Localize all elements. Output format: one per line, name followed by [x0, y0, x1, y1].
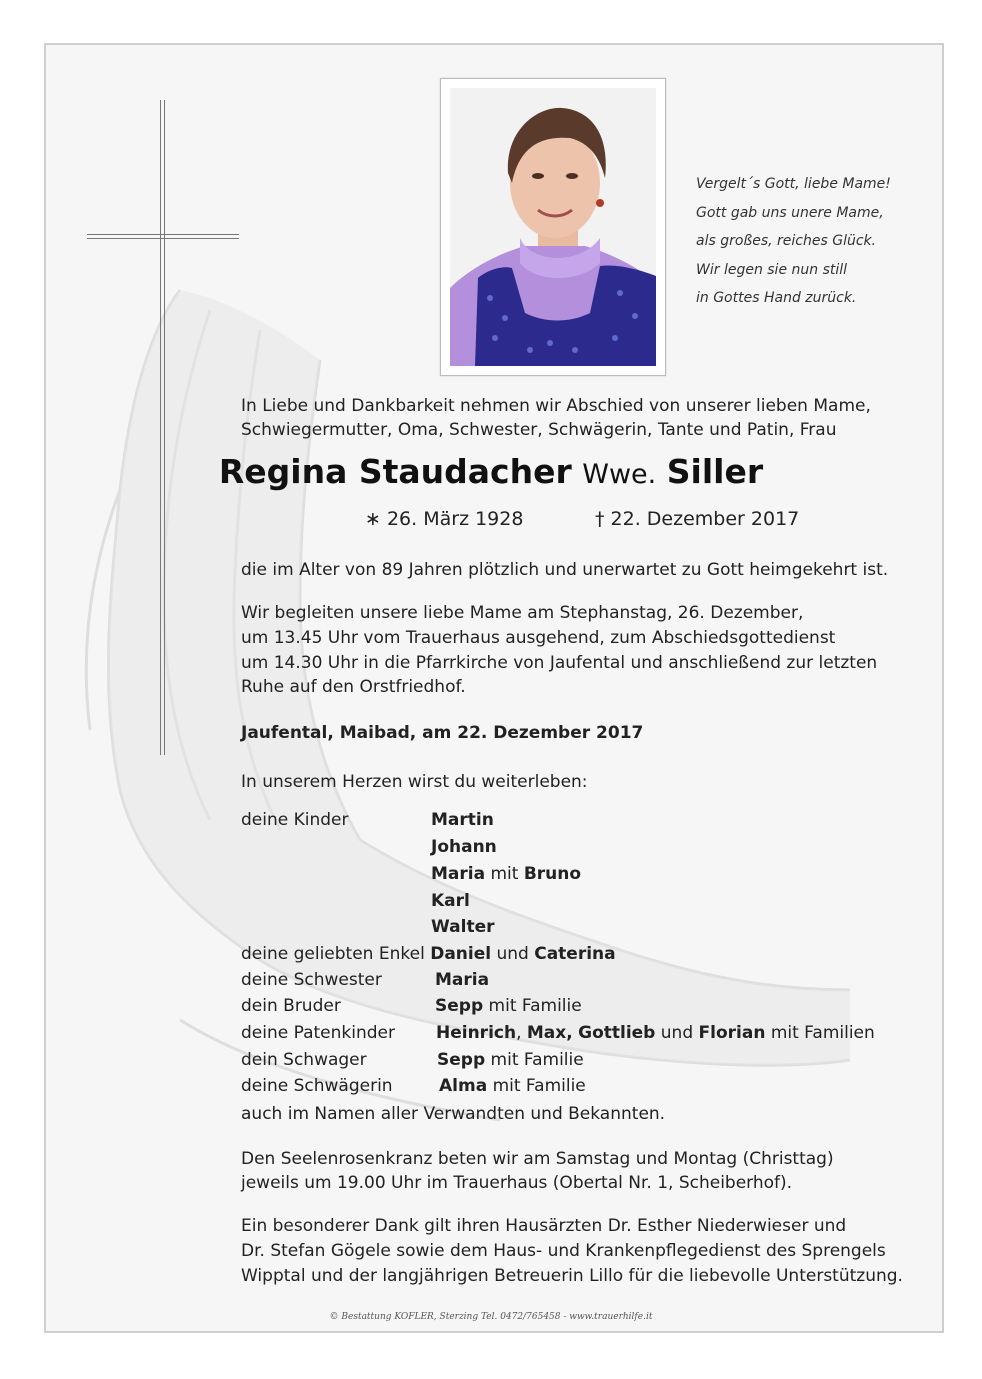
godchild-name: Heinrich — [436, 1023, 517, 1043]
grandchild-name: Daniel — [430, 944, 492, 964]
funeral-home-footer: © Bestattung KOFLER, Sterzing Tel. 0472/765458 - www.trauerhilfe.it — [329, 1312, 653, 1322]
death-date: † 22. Dezember 2017 — [595, 508, 800, 530]
godchildren-entry — [436, 1023, 875, 1043]
thanks-line: Wipptal und der langjährigen Betreuerin Lillo für die liebevolle Unterstützung. — [241, 1266, 903, 1286]
cross-horizontal-bar — [87, 234, 239, 239]
schwester-label: deine Schwester — [241, 970, 382, 990]
thanks-line: Ein besonderer Dank gilt ihren Hausärzten Dr. Esther Niederwieser und — [241, 1216, 847, 1236]
verse-line: in Gottes Hand zurück. — [696, 290, 857, 306]
relatives-line: auch im Namen aller Verwandten und Bekannten. — [241, 1104, 666, 1124]
kinder-label: deine Kinder — [241, 810, 349, 830]
child-name: Maria — [431, 864, 486, 884]
verse-line: Wir legen sie nun still — [696, 261, 848, 278]
child-name: Karl — [431, 891, 470, 911]
intro-line: In Liebe und Dankbarkeit nehmen wir Abschied von unserer lieben Mame, — [241, 396, 871, 416]
child-entry — [431, 864, 581, 884]
widow-marker: Wwe. — [582, 459, 657, 490]
godchild-suffix: mit Familien — [770, 1023, 875, 1043]
sister-in-law-suffix: mit Familie — [492, 1076, 586, 1096]
brother-in-law-entry — [437, 1050, 584, 1070]
verse-line: als großes, reiches Glück. — [696, 233, 877, 249]
verse-line: Vergelt´s Gott, liebe Mame! — [696, 176, 891, 192]
intro-line: Schwiegermutter, Oma, Schwester, Schwägerin, Tante und Patin, Frau — [241, 420, 837, 440]
verse-block — [696, 170, 891, 313]
cross-vertical-bar — [160, 100, 165, 755]
enkel-label: deine geliebten Enkel — [241, 944, 425, 964]
thanks-line: Dr. Stefan Gögele sowie dem Haus- und Krankenpflegedienst des Sprengels — [241, 1241, 886, 1261]
grandchild-name: Caterina — [534, 944, 616, 964]
rosary-line: Den Seelenrosenkranz beten wir am Samstag und Montag (Christtag) — [241, 1149, 834, 1169]
bruder-label: dein Bruder — [241, 996, 341, 1016]
rosary-line: jeweils um 19.00 Uhr im Trauerhaus (Obertal Nr. 1, Scheiberhof). — [241, 1173, 793, 1193]
godchild-name: Max, — [526, 1023, 573, 1043]
child-name: Walter — [431, 917, 495, 937]
funeral-line: Wir begleiten unsere liebe Mame am Stephanstag, 26. Dezember, — [241, 603, 804, 623]
deceased-married-name: Siller — [666, 452, 764, 491]
godchild-name: Florian — [698, 1023, 766, 1043]
brother-entry — [435, 996, 582, 1016]
godchild-separator: , — [516, 1023, 522, 1043]
brother-in-law-name: Sepp — [437, 1050, 486, 1070]
paten-label: deine Patenkinder — [241, 1023, 395, 1043]
sister-in-law-entry — [439, 1076, 586, 1096]
sister-in-law-name: Alma — [439, 1076, 488, 1096]
brother-name: Sepp — [435, 996, 484, 1016]
godchild-join: und — [660, 1023, 694, 1043]
funeral-line: um 13.45 Uhr vom Trauerhaus ausgehend, zum Abschiedsgottedienst — [241, 628, 836, 648]
verse-line: Gott gab uns unere Mame, — [696, 204, 884, 221]
age-line: die im Alter von 89 Jahren plötzlich und unerwartet zu Gott heimgekehrt ist. — [241, 560, 889, 580]
portrait-frame — [440, 78, 666, 376]
schwager-label: dein Schwager — [241, 1050, 367, 1070]
birth-date: ∗ 26. März 1928 — [365, 508, 524, 530]
child-name: Martin — [431, 810, 494, 830]
brother-suffix: mit Familie — [488, 996, 582, 1016]
place-date: Jaufental, Maibad, am 22. Dezember 2017 — [241, 723, 644, 743]
child-name: Johann — [431, 837, 497, 857]
funeral-line: um 14.30 Uhr in die Pfarrkirche von Jaufental und anschließend zur letzten — [241, 653, 878, 673]
godchild-name: Gottlieb — [578, 1023, 656, 1043]
portrait-photo — [450, 88, 656, 366]
enkel-row — [241, 944, 616, 964]
brother-in-law-suffix: mit Familie — [490, 1050, 584, 1070]
enkel-join: und — [496, 944, 529, 964]
mourners-intro: In unserem Herzen wirst du weiterleben: — [241, 772, 588, 792]
funeral-line: Ruhe auf den Orstfriedhof. — [241, 677, 466, 697]
schwaegerin-label: deine Schwägerin — [241, 1076, 393, 1096]
portrait-illustration — [450, 88, 656, 366]
deceased-name — [0, 452, 982, 491]
partner-name: Bruno — [523, 864, 582, 884]
deceased-first-names: Regina Staudacher — [218, 452, 572, 491]
sister-name: Maria — [435, 970, 490, 990]
partner-join: mit — [490, 864, 519, 884]
